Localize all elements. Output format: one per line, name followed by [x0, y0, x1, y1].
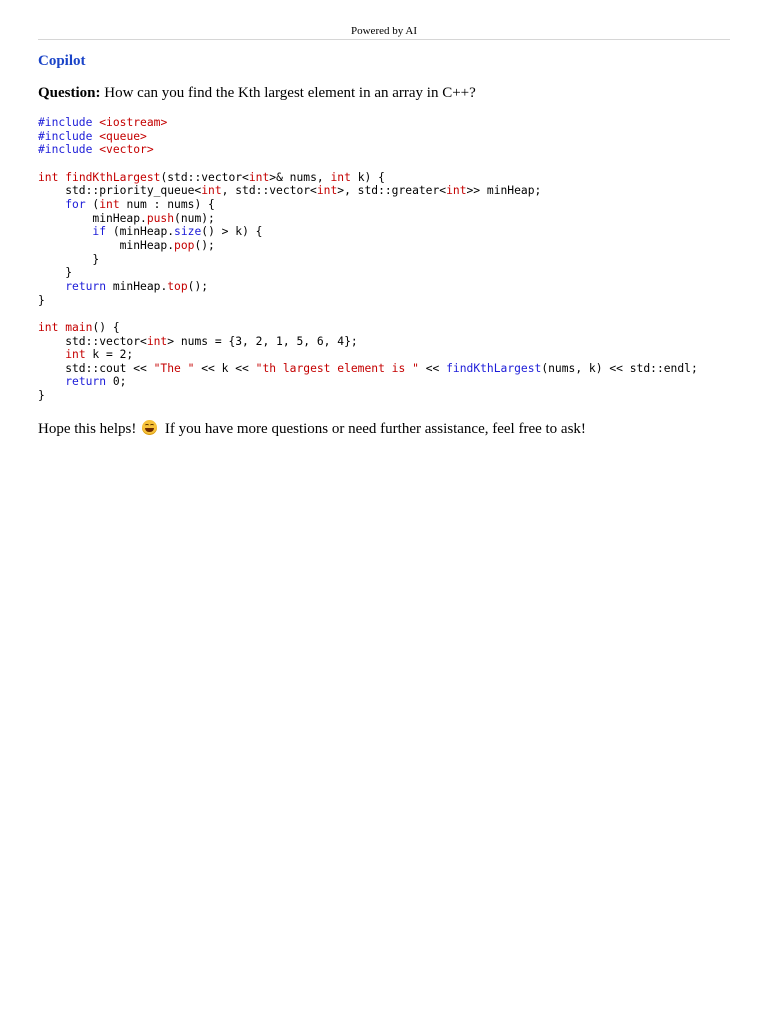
code-line: }	[38, 266, 73, 280]
question-text: How can you find the Kth largest element in an array in C++?	[104, 85, 476, 101]
code-line: #include <queue>	[38, 129, 147, 143]
code-line: std::priority_queue<int, std::vector<int>, std::greater<int>> minHeap;	[38, 184, 542, 198]
grinning-face-icon	[142, 420, 157, 435]
closing-text-end: If you have more questions or need further assistance, feel free to ask!	[164, 421, 586, 437]
copilot-brand: Copilot	[38, 53, 86, 69]
code-line: }	[38, 293, 45, 307]
code-line: #include <iostream>	[38, 116, 168, 129]
code-line: std::cout << "The " << k << "th largest element is " << findKthLargest(nums, k) << std::endl;	[38, 361, 698, 375]
code-line: minHeap.pop();	[38, 238, 215, 252]
question-label: Question:	[38, 85, 101, 101]
code-line: return minHeap.top();	[65, 279, 209, 293]
code-line: }	[38, 252, 100, 266]
code-line: for (int num : nums) {	[65, 197, 215, 211]
code-block	[38, 116, 698, 403]
code-line: minHeap.push(num);	[38, 211, 215, 225]
code-line: return 0;	[65, 375, 127, 389]
question-line	[38, 84, 730, 103]
code-line: #include <vector>	[38, 143, 154, 157]
code-line: }	[38, 389, 45, 403]
code-line: int findKthLargest(std::vector<int>& nums, int k) {	[38, 170, 385, 184]
code-line: if (minHeap.size() > k) {	[92, 225, 263, 239]
code-line: std::vector<int> nums = {3, 2, 1, 5, 6, 4};	[38, 334, 358, 348]
powered-by-header: Powered by AI	[38, 24, 730, 40]
code-line: int k = 2;	[65, 348, 134, 362]
closing-text-start: Hope this helps!	[38, 421, 137, 437]
closing-message	[38, 420, 730, 439]
code-line: int main() {	[38, 320, 120, 334]
